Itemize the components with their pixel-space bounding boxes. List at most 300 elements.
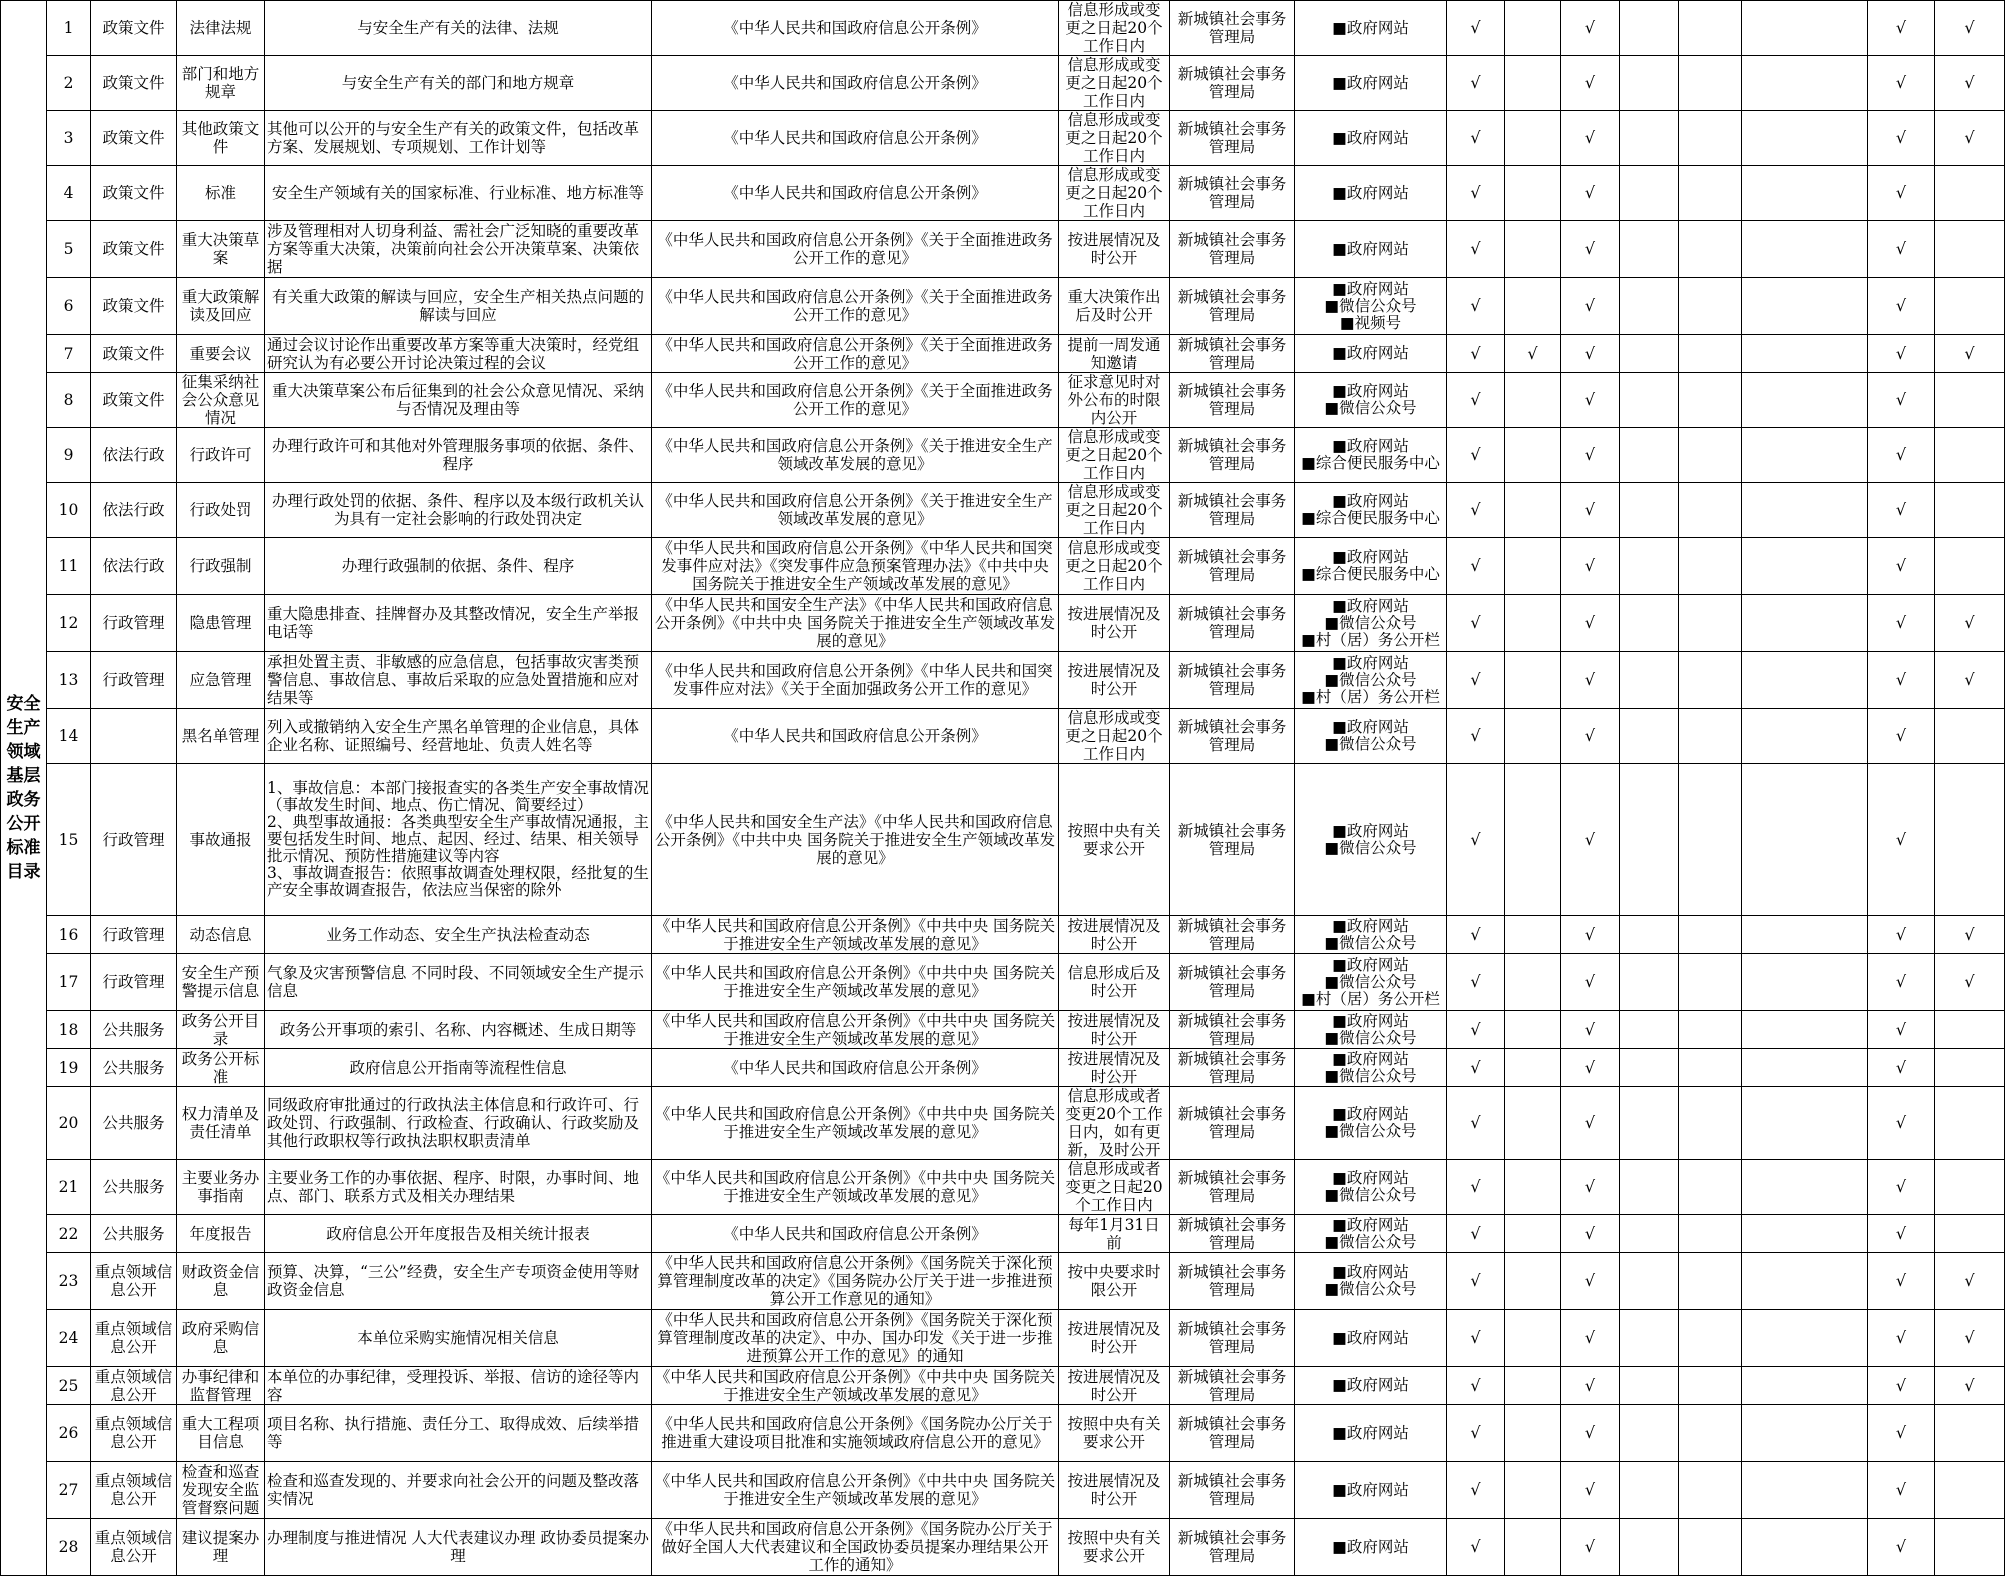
check-cell: √ — [1447, 954, 1505, 1011]
level1-item-cell: 行政管理 — [91, 652, 177, 709]
table-row — [1, 538, 2005, 595]
check-cell: √ — [1935, 1253, 2005, 1310]
channel-cell: ■政府网站 ■微信公众号 ■村（居）务公开栏 — [1295, 954, 1447, 1011]
check-cell — [1742, 428, 1868, 483]
check-cell: √ — [1561, 1462, 1620, 1519]
check-cell: √ — [1561, 595, 1620, 652]
check-cell: √ — [1447, 1215, 1505, 1253]
check-cell — [1935, 1215, 2005, 1253]
check-cell — [1620, 916, 1679, 954]
agency-cell: 新城镇社会事务管理局 — [1170, 1160, 1295, 1215]
time-limit-cell: 信息形成或变更之日起20个工作日内 — [1059, 56, 1170, 111]
channel-cell: ■政府网站 ■微信公众号 ■村（居）务公开栏 — [1295, 595, 1447, 652]
agency-cell: 新城镇社会事务管理局 — [1170, 1310, 1295, 1367]
time-limit-cell: 按进展情况及时公开 — [1059, 1011, 1170, 1049]
time-limit-cell: 信息形成或变更之日起20个工作日内 — [1059, 428, 1170, 483]
check-cell: √ — [1447, 56, 1505, 111]
level1-item-cell: 政策文件 — [91, 221, 177, 278]
check-cell — [1935, 1160, 2005, 1215]
check-cell: √ — [1868, 1253, 1935, 1310]
table-row — [1, 221, 2005, 278]
check-cell — [1620, 1, 1679, 56]
check-cell: √ — [1561, 373, 1620, 428]
check-cell: √ — [1935, 335, 2005, 373]
level1-item-cell: 行政管理 — [91, 764, 177, 916]
check-cell — [1935, 709, 2005, 764]
check-cell: √ — [1868, 1367, 1935, 1405]
content-cell: 政府信息公开年度报告及相关统计报表 — [265, 1215, 652, 1253]
check-cell — [1620, 709, 1679, 764]
row-number-cell: 28 — [47, 1519, 91, 1576]
check-cell — [1505, 1462, 1561, 1519]
check-cell: √ — [1868, 56, 1935, 111]
category-cell: 安全生产领域基层政务公开标准目录 — [1, 1, 47, 1576]
level1-item-cell: 政策文件 — [91, 166, 177, 221]
time-limit-cell: 信息形成或变更之日起20个工作日内 — [1059, 538, 1170, 595]
channel-cell: ■政府网站 ■综合便民服务中心 — [1295, 483, 1447, 538]
check-cell: √ — [1868, 1519, 1935, 1576]
level1-item-cell: 政策文件 — [91, 335, 177, 373]
agency-cell: 新城镇社会事务管理局 — [1170, 1462, 1295, 1519]
check-cell — [1620, 373, 1679, 428]
channel-cell: ■政府网站 ■微信公众号 — [1295, 1049, 1447, 1087]
agency-cell: 新城镇社会事务管理局 — [1170, 1519, 1295, 1576]
check-cell — [1742, 1367, 1868, 1405]
check-cell — [1935, 221, 2005, 278]
check-cell: √ — [1447, 1462, 1505, 1519]
content-cell: 政府信息公开指南等流程性信息 — [265, 1049, 652, 1087]
check-cell: √ — [1868, 764, 1935, 916]
check-cell: √ — [1447, 1310, 1505, 1367]
check-cell — [1505, 1087, 1561, 1160]
table-row — [1, 916, 2005, 954]
check-cell: √ — [1561, 483, 1620, 538]
agency-cell: 新城镇社会事务管理局 — [1170, 1087, 1295, 1160]
check-cell — [1935, 1462, 2005, 1519]
agency-cell: 新城镇社会事务管理局 — [1170, 916, 1295, 954]
content-cell: 办理行政强制的依据、条件、程序 — [265, 538, 652, 595]
check-cell — [1620, 278, 1679, 335]
basis-cell: 《中华人民共和国政府信息公开条例》 — [652, 709, 1059, 764]
check-cell: √ — [1561, 1011, 1620, 1049]
basis-cell: 《中华人民共和国政府信息公开条例》《关于全面推进政务公开工作的意见》 — [652, 221, 1059, 278]
check-cell: √ — [1447, 538, 1505, 595]
check-cell — [1620, 1253, 1679, 1310]
check-cell — [1742, 595, 1868, 652]
level1-item-cell: 公共服务 — [91, 1160, 177, 1215]
agency-cell: 新城镇社会事务管理局 — [1170, 1011, 1295, 1049]
check-cell — [1742, 166, 1868, 221]
content-cell: 有关重大政策的解读与回应，安全生产相关热点问题的解读与回应 — [265, 278, 652, 335]
check-cell — [1679, 166, 1742, 221]
row-number-cell: 20 — [47, 1087, 91, 1160]
check-cell — [1505, 1519, 1561, 1576]
check-cell — [1505, 278, 1561, 335]
check-cell: √ — [1868, 1011, 1935, 1049]
level2-item-cell: 重大工程项目信息 — [177, 1405, 265, 1462]
basis-cell: 《中华人民共和国政府信息公开条例》《关于全面推进政务公开工作的意见》 — [652, 373, 1059, 428]
check-cell — [1679, 1011, 1742, 1049]
channel-cell: ■政府网站 ■微信公众号 ■视频号 — [1295, 278, 1447, 335]
check-cell — [1620, 111, 1679, 166]
check-cell: √ — [1561, 335, 1620, 373]
level1-item-cell: 行政管理 — [91, 954, 177, 1011]
row-number-cell: 6 — [47, 278, 91, 335]
level1-item-cell — [91, 709, 177, 764]
check-cell: √ — [1935, 111, 2005, 166]
row-number-cell: 18 — [47, 1011, 91, 1049]
check-cell — [1679, 1087, 1742, 1160]
check-cell: √ — [1447, 1405, 1505, 1462]
row-number-cell: 27 — [47, 1462, 91, 1519]
row-number-cell: 5 — [47, 221, 91, 278]
table-row — [1, 954, 2005, 1011]
channel-cell: ■政府网站 ■微信公众号 — [1295, 1160, 1447, 1215]
table-row — [1, 1310, 2005, 1367]
row-number-cell: 24 — [47, 1310, 91, 1367]
level2-item-cell: 权力清单及责任清单 — [177, 1087, 265, 1160]
basis-cell: 《中华人民共和国政府信息公开条例》《中共中央 国务院关于推进安全生产领域改革发展的意见》 — [652, 1160, 1059, 1215]
row-number-cell: 13 — [47, 652, 91, 709]
content-cell: 本单位采购实施情况相关信息 — [265, 1310, 652, 1367]
check-cell: √ — [1447, 1, 1505, 56]
basis-cell: 《中华人民共和国政府信息公开条例》 — [652, 1215, 1059, 1253]
check-cell: √ — [1868, 428, 1935, 483]
row-number-cell: 12 — [47, 595, 91, 652]
basis-cell: 《中华人民共和国政府信息公开条例》 — [652, 56, 1059, 111]
agency-cell: 新城镇社会事务管理局 — [1170, 595, 1295, 652]
check-cell — [1935, 764, 2005, 916]
check-cell — [1742, 709, 1868, 764]
check-cell — [1505, 428, 1561, 483]
check-cell — [1935, 278, 2005, 335]
check-cell: √ — [1868, 166, 1935, 221]
check-cell: √ — [1868, 335, 1935, 373]
content-cell: 重大决策草案公布后征集到的社会公众意见情况、采纳与否情况及理由等 — [265, 373, 652, 428]
time-limit-cell: 按进展情况及时公开 — [1059, 916, 1170, 954]
content-cell: 气象及灾害预警信息 不同时段、不同领域安全生产提示信息 — [265, 954, 652, 1011]
check-cell — [1679, 916, 1742, 954]
check-cell: √ — [1868, 373, 1935, 428]
check-cell — [1505, 166, 1561, 221]
level2-item-cell: 建议提案办理 — [177, 1519, 265, 1576]
channel-cell: ■政府网站 — [1295, 1, 1447, 56]
check-cell — [1742, 1310, 1868, 1367]
check-cell: √ — [1561, 1160, 1620, 1215]
content-cell: 1、事故信息：本部门接报查实的各类生产安全事故情况（事故发生时间、地点、伤亡情况、简要经过） 2、典型事故通报：各类典型安全生产事故情况通报，主要包括发生时间、地点、起因、经过、结果、相关领导批示情况、预防性措施建议等内容 3、事故调查报告：依照事故调查处理权限，经批复的生产安全事故调查报告，依法应当保密的除外 — [265, 764, 652, 916]
check-cell — [1620, 1215, 1679, 1253]
check-cell — [1620, 652, 1679, 709]
check-cell — [1935, 1519, 2005, 1576]
level2-item-cell: 隐患管理 — [177, 595, 265, 652]
check-cell: √ — [1868, 278, 1935, 335]
check-cell — [1742, 652, 1868, 709]
channel-cell: ■政府网站 — [1295, 335, 1447, 373]
table-row — [1, 278, 2005, 335]
channel-cell: ■政府网站 ■综合便民服务中心 — [1295, 538, 1447, 595]
check-cell: √ — [1868, 1160, 1935, 1215]
content-cell: 本单位的办事纪律，受理投诉、举报、信访的途径等内容 — [265, 1367, 652, 1405]
agency-cell: 新城镇社会事务管理局 — [1170, 1367, 1295, 1405]
channel-cell: ■政府网站 ■微信公众号 — [1295, 1011, 1447, 1049]
check-cell — [1679, 335, 1742, 373]
check-cell: √ — [1561, 428, 1620, 483]
check-cell — [1935, 1011, 2005, 1049]
time-limit-cell: 信息形成或变更之日起20个工作日内 — [1059, 709, 1170, 764]
time-limit-cell: 按进展情况及时公开 — [1059, 1049, 1170, 1087]
level1-item-cell: 公共服务 — [91, 1087, 177, 1160]
level2-item-cell: 重要会议 — [177, 335, 265, 373]
check-cell — [1505, 954, 1561, 1011]
check-cell — [1742, 1011, 1868, 1049]
check-cell: √ — [1447, 428, 1505, 483]
basis-cell: 《中华人民共和国政府信息公开条例》《中华人民共和国突发事件应对法》《突发事件应急预案管理办法》《中共中央 国务院关于推进安全生产领域改革发展的意见》 — [652, 538, 1059, 595]
content-cell: 检查和巡查发现的、并要求向社会公开的问题及整改落实情况 — [265, 1462, 652, 1519]
content-cell: 通过会议讨论作出重要改革方案等重大决策时，经党组研究认为有必要公开讨论决策过程的会议 — [265, 335, 652, 373]
level2-item-cell: 检查和巡查发现安全监管督察问题 — [177, 1462, 265, 1519]
basis-cell: 《中华人民共和国政府信息公开条例》《中共中央 国务院关于推进安全生产领域改革发展的意见》 — [652, 1367, 1059, 1405]
level1-item-cell: 重点领域信息公开 — [91, 1519, 177, 1576]
check-cell: √ — [1935, 1310, 2005, 1367]
check-cell — [1505, 1160, 1561, 1215]
time-limit-cell: 信息形成或变更之日起20个工作日内 — [1059, 111, 1170, 166]
check-cell — [1620, 483, 1679, 538]
row-number-cell: 22 — [47, 1215, 91, 1253]
agency-cell: 新城镇社会事务管理局 — [1170, 709, 1295, 764]
check-cell — [1505, 595, 1561, 652]
check-cell: √ — [1868, 1, 1935, 56]
agency-cell: 新城镇社会事务管理局 — [1170, 538, 1295, 595]
check-cell: √ — [1561, 1049, 1620, 1087]
basis-cell: 《中华人民共和国政府信息公开条例》《中共中央 国务院关于推进安全生产领域改革发展的意见》 — [652, 1011, 1059, 1049]
row-number-cell: 25 — [47, 1367, 91, 1405]
table-row — [1, 1049, 2005, 1087]
check-cell — [1742, 335, 1868, 373]
check-cell: √ — [1868, 595, 1935, 652]
basis-cell: 《中华人民共和国安全生产法》《中华人民共和国政府信息公开条例》《中共中央 国务院关于推进安全生产领域改革发展的意见》 — [652, 764, 1059, 916]
table-row — [1, 595, 2005, 652]
check-cell — [1620, 1519, 1679, 1576]
row-number-cell: 17 — [47, 954, 91, 1011]
channel-cell: ■政府网站 ■微信公众号 — [1295, 764, 1447, 916]
check-cell — [1935, 1405, 2005, 1462]
time-limit-cell: 按进展情况及时公开 — [1059, 595, 1170, 652]
check-cell — [1679, 1160, 1742, 1215]
check-cell — [1742, 538, 1868, 595]
check-cell — [1742, 483, 1868, 538]
content-cell: 涉及管理相对人切身利益、需社会广泛知晓的重要改革方案等重大决策，决策前向社会公开决策草案、决策依据 — [265, 221, 652, 278]
check-cell: √ — [1447, 916, 1505, 954]
time-limit-cell: 每年1月31日前 — [1059, 1215, 1170, 1253]
basis-cell: 《中华人民共和国政府信息公开条例》《国务院办公厅关于推进重大建设项目批准和实施领域政府信息公开的意见》 — [652, 1405, 1059, 1462]
check-cell — [1935, 538, 2005, 595]
check-cell — [1679, 652, 1742, 709]
time-limit-cell: 按中央要求时限公开 — [1059, 1253, 1170, 1310]
agency-cell: 新城镇社会事务管理局 — [1170, 111, 1295, 166]
agency-cell: 新城镇社会事务管理局 — [1170, 652, 1295, 709]
level1-item-cell: 重点领域信息公开 — [91, 1253, 177, 1310]
level1-item-cell: 公共服务 — [91, 1215, 177, 1253]
check-cell: √ — [1561, 56, 1620, 111]
check-cell — [1935, 483, 2005, 538]
level2-item-cell: 年度报告 — [177, 1215, 265, 1253]
check-cell — [1505, 221, 1561, 278]
level2-item-cell: 事故通报 — [177, 764, 265, 916]
check-cell — [1679, 1215, 1742, 1253]
channel-cell: ■政府网站 — [1295, 221, 1447, 278]
check-cell — [1679, 709, 1742, 764]
check-cell — [1742, 1160, 1868, 1215]
level1-item-cell: 政策文件 — [91, 56, 177, 111]
check-cell: √ — [1868, 1310, 1935, 1367]
level2-item-cell: 行政处罚 — [177, 483, 265, 538]
check-cell: √ — [1868, 538, 1935, 595]
level2-item-cell: 标准 — [177, 166, 265, 221]
content-cell: 其他可以公开的与安全生产有关的政策文件，包括改革方案、发展规划、专项规划、工作计划等 — [265, 111, 652, 166]
check-cell — [1935, 166, 2005, 221]
check-cell: √ — [1868, 1462, 1935, 1519]
time-limit-cell: 按进展情况及时公开 — [1059, 652, 1170, 709]
content-cell: 与安全生产有关的法律、法规 — [265, 1, 652, 56]
check-cell — [1620, 1160, 1679, 1215]
check-cell: √ — [1868, 652, 1935, 709]
channel-cell: ■政府网站 — [1295, 1405, 1447, 1462]
channel-cell: ■政府网站 — [1295, 111, 1447, 166]
time-limit-cell: 按进展情况及时公开 — [1059, 1462, 1170, 1519]
check-cell: √ — [1561, 1367, 1620, 1405]
check-cell — [1679, 111, 1742, 166]
check-cell — [1679, 1519, 1742, 1576]
check-cell: √ — [1868, 221, 1935, 278]
basis-cell: 《中华人民共和国政府信息公开条例》 — [652, 1, 1059, 56]
content-cell: 政务公开事项的索引、名称、内容概述、生成日期等 — [265, 1011, 652, 1049]
row-number-cell: 8 — [47, 373, 91, 428]
check-cell — [1620, 1462, 1679, 1519]
agency-cell: 新城镇社会事务管理局 — [1170, 373, 1295, 428]
table-row — [1, 428, 2005, 483]
level2-item-cell: 重大政策解读及回应 — [177, 278, 265, 335]
check-cell: √ — [1447, 166, 1505, 221]
table-row — [1, 166, 2005, 221]
time-limit-cell: 提前一周发通知邀请 — [1059, 335, 1170, 373]
check-cell — [1742, 373, 1868, 428]
basis-cell: 《中华人民共和国政府信息公开条例》《中共中央 国务院关于推进安全生产领域改革发展的意见》 — [652, 916, 1059, 954]
level1-item-cell: 依法行政 — [91, 428, 177, 483]
check-cell — [1679, 1310, 1742, 1367]
row-number-cell: 26 — [47, 1405, 91, 1462]
check-cell: √ — [1447, 221, 1505, 278]
row-number-cell: 3 — [47, 111, 91, 166]
check-cell: √ — [1447, 709, 1505, 764]
table-row — [1, 1011, 2005, 1049]
check-cell — [1505, 483, 1561, 538]
check-cell: √ — [1935, 56, 2005, 111]
check-cell — [1620, 335, 1679, 373]
check-cell: √ — [1935, 916, 2005, 954]
basis-cell: 《中华人民共和国政府信息公开条例》《国务院关于深化预算管理制度改革的决定》、中办、国办印发《关于进一步推进预算公开工作的意见》的通知 — [652, 1310, 1059, 1367]
check-cell — [1742, 916, 1868, 954]
time-limit-cell: 按照中央有关要求公开 — [1059, 764, 1170, 916]
row-number-cell: 10 — [47, 483, 91, 538]
channel-cell: ■政府网站 ■微信公众号 — [1295, 709, 1447, 764]
check-cell — [1742, 1049, 1868, 1087]
channel-cell: ■政府网站 — [1295, 1462, 1447, 1519]
agency-cell: 新城镇社会事务管理局 — [1170, 278, 1295, 335]
row-number-cell: 7 — [47, 335, 91, 373]
check-cell: √ — [1935, 595, 2005, 652]
check-cell: √ — [1561, 916, 1620, 954]
content-cell: 列入或撤销纳入安全生产黑名单管理的企业信息，具体企业名称、证照编号、经营地址、负责人姓名等 — [265, 709, 652, 764]
content-cell: 项目名称、执行措施、责任分工、取得成效、后续举措等 — [265, 1405, 652, 1462]
level2-item-cell: 主要业务办事指南 — [177, 1160, 265, 1215]
channel-cell: ■政府网站 — [1295, 1367, 1447, 1405]
check-cell: √ — [1868, 111, 1935, 166]
content-cell: 办理制度与推进情况 人大代表建议办理 政协委员提案办理 — [265, 1519, 652, 1576]
time-limit-cell: 信息形成或者变更之日起20个工作日内 — [1059, 1160, 1170, 1215]
level2-item-cell: 部门和地方规章 — [177, 56, 265, 111]
agency-cell: 新城镇社会事务管理局 — [1170, 221, 1295, 278]
check-cell — [1505, 1253, 1561, 1310]
check-cell — [1620, 954, 1679, 1011]
check-cell — [1620, 428, 1679, 483]
check-cell: √ — [1561, 652, 1620, 709]
agency-cell: 新城镇社会事务管理局 — [1170, 764, 1295, 916]
row-number-cell: 23 — [47, 1253, 91, 1310]
level2-item-cell: 安全生产预警提示信息 — [177, 954, 265, 1011]
level2-item-cell: 其他政策文件 — [177, 111, 265, 166]
check-cell: √ — [1868, 1405, 1935, 1462]
channel-cell: ■政府网站 ■微信公众号 — [1295, 1087, 1447, 1160]
check-cell — [1742, 1405, 1868, 1462]
content-cell: 办理行政处罚的依据、条件、程序以及本级行政机关认为具有一定社会影响的行政处罚决定 — [265, 483, 652, 538]
level1-item-cell: 公共服务 — [91, 1011, 177, 1049]
check-cell: √ — [1868, 1087, 1935, 1160]
check-cell: √ — [1868, 954, 1935, 1011]
check-cell — [1505, 1011, 1561, 1049]
check-cell — [1679, 428, 1742, 483]
check-cell: √ — [1447, 595, 1505, 652]
check-cell — [1679, 1253, 1742, 1310]
check-cell — [1679, 1049, 1742, 1087]
check-cell — [1505, 538, 1561, 595]
channel-cell: ■政府网站 ■微信公众号 — [1295, 1253, 1447, 1310]
check-cell: √ — [1447, 483, 1505, 538]
check-cell: √ — [1868, 916, 1935, 954]
basis-cell: 《中华人民共和国政府信息公开条例》《关于推进安全生产领域改革发展的意见》 — [652, 428, 1059, 483]
row-number-cell: 1 — [47, 1, 91, 56]
row-number-cell: 11 — [47, 538, 91, 595]
check-cell — [1935, 1049, 2005, 1087]
level2-item-cell: 征集采纳社会公众意见情况 — [177, 373, 265, 428]
check-cell — [1620, 221, 1679, 278]
basis-cell: 《中华人民共和国政府信息公开条例》《中华人民共和国突发事件应对法》《关于全面加强政务公开工作的意见》 — [652, 652, 1059, 709]
check-cell: √ — [1868, 1049, 1935, 1087]
level2-item-cell: 重大决策草案 — [177, 221, 265, 278]
row-number-cell: 19 — [47, 1049, 91, 1087]
channel-cell: ■政府网站 ■微信公众号 — [1295, 373, 1447, 428]
basis-cell: 《中华人民共和国政府信息公开条例》 — [652, 166, 1059, 221]
check-cell: √ — [1447, 1011, 1505, 1049]
agency-cell: 新城镇社会事务管理局 — [1170, 1405, 1295, 1462]
agency-cell: 新城镇社会事务管理局 — [1170, 335, 1295, 373]
check-cell: √ — [1447, 278, 1505, 335]
check-cell — [1620, 166, 1679, 221]
check-cell: √ — [1447, 1087, 1505, 1160]
check-cell: √ — [1447, 652, 1505, 709]
level1-item-cell: 政策文件 — [91, 111, 177, 166]
check-cell: √ — [1561, 1087, 1620, 1160]
level1-item-cell: 依法行政 — [91, 538, 177, 595]
